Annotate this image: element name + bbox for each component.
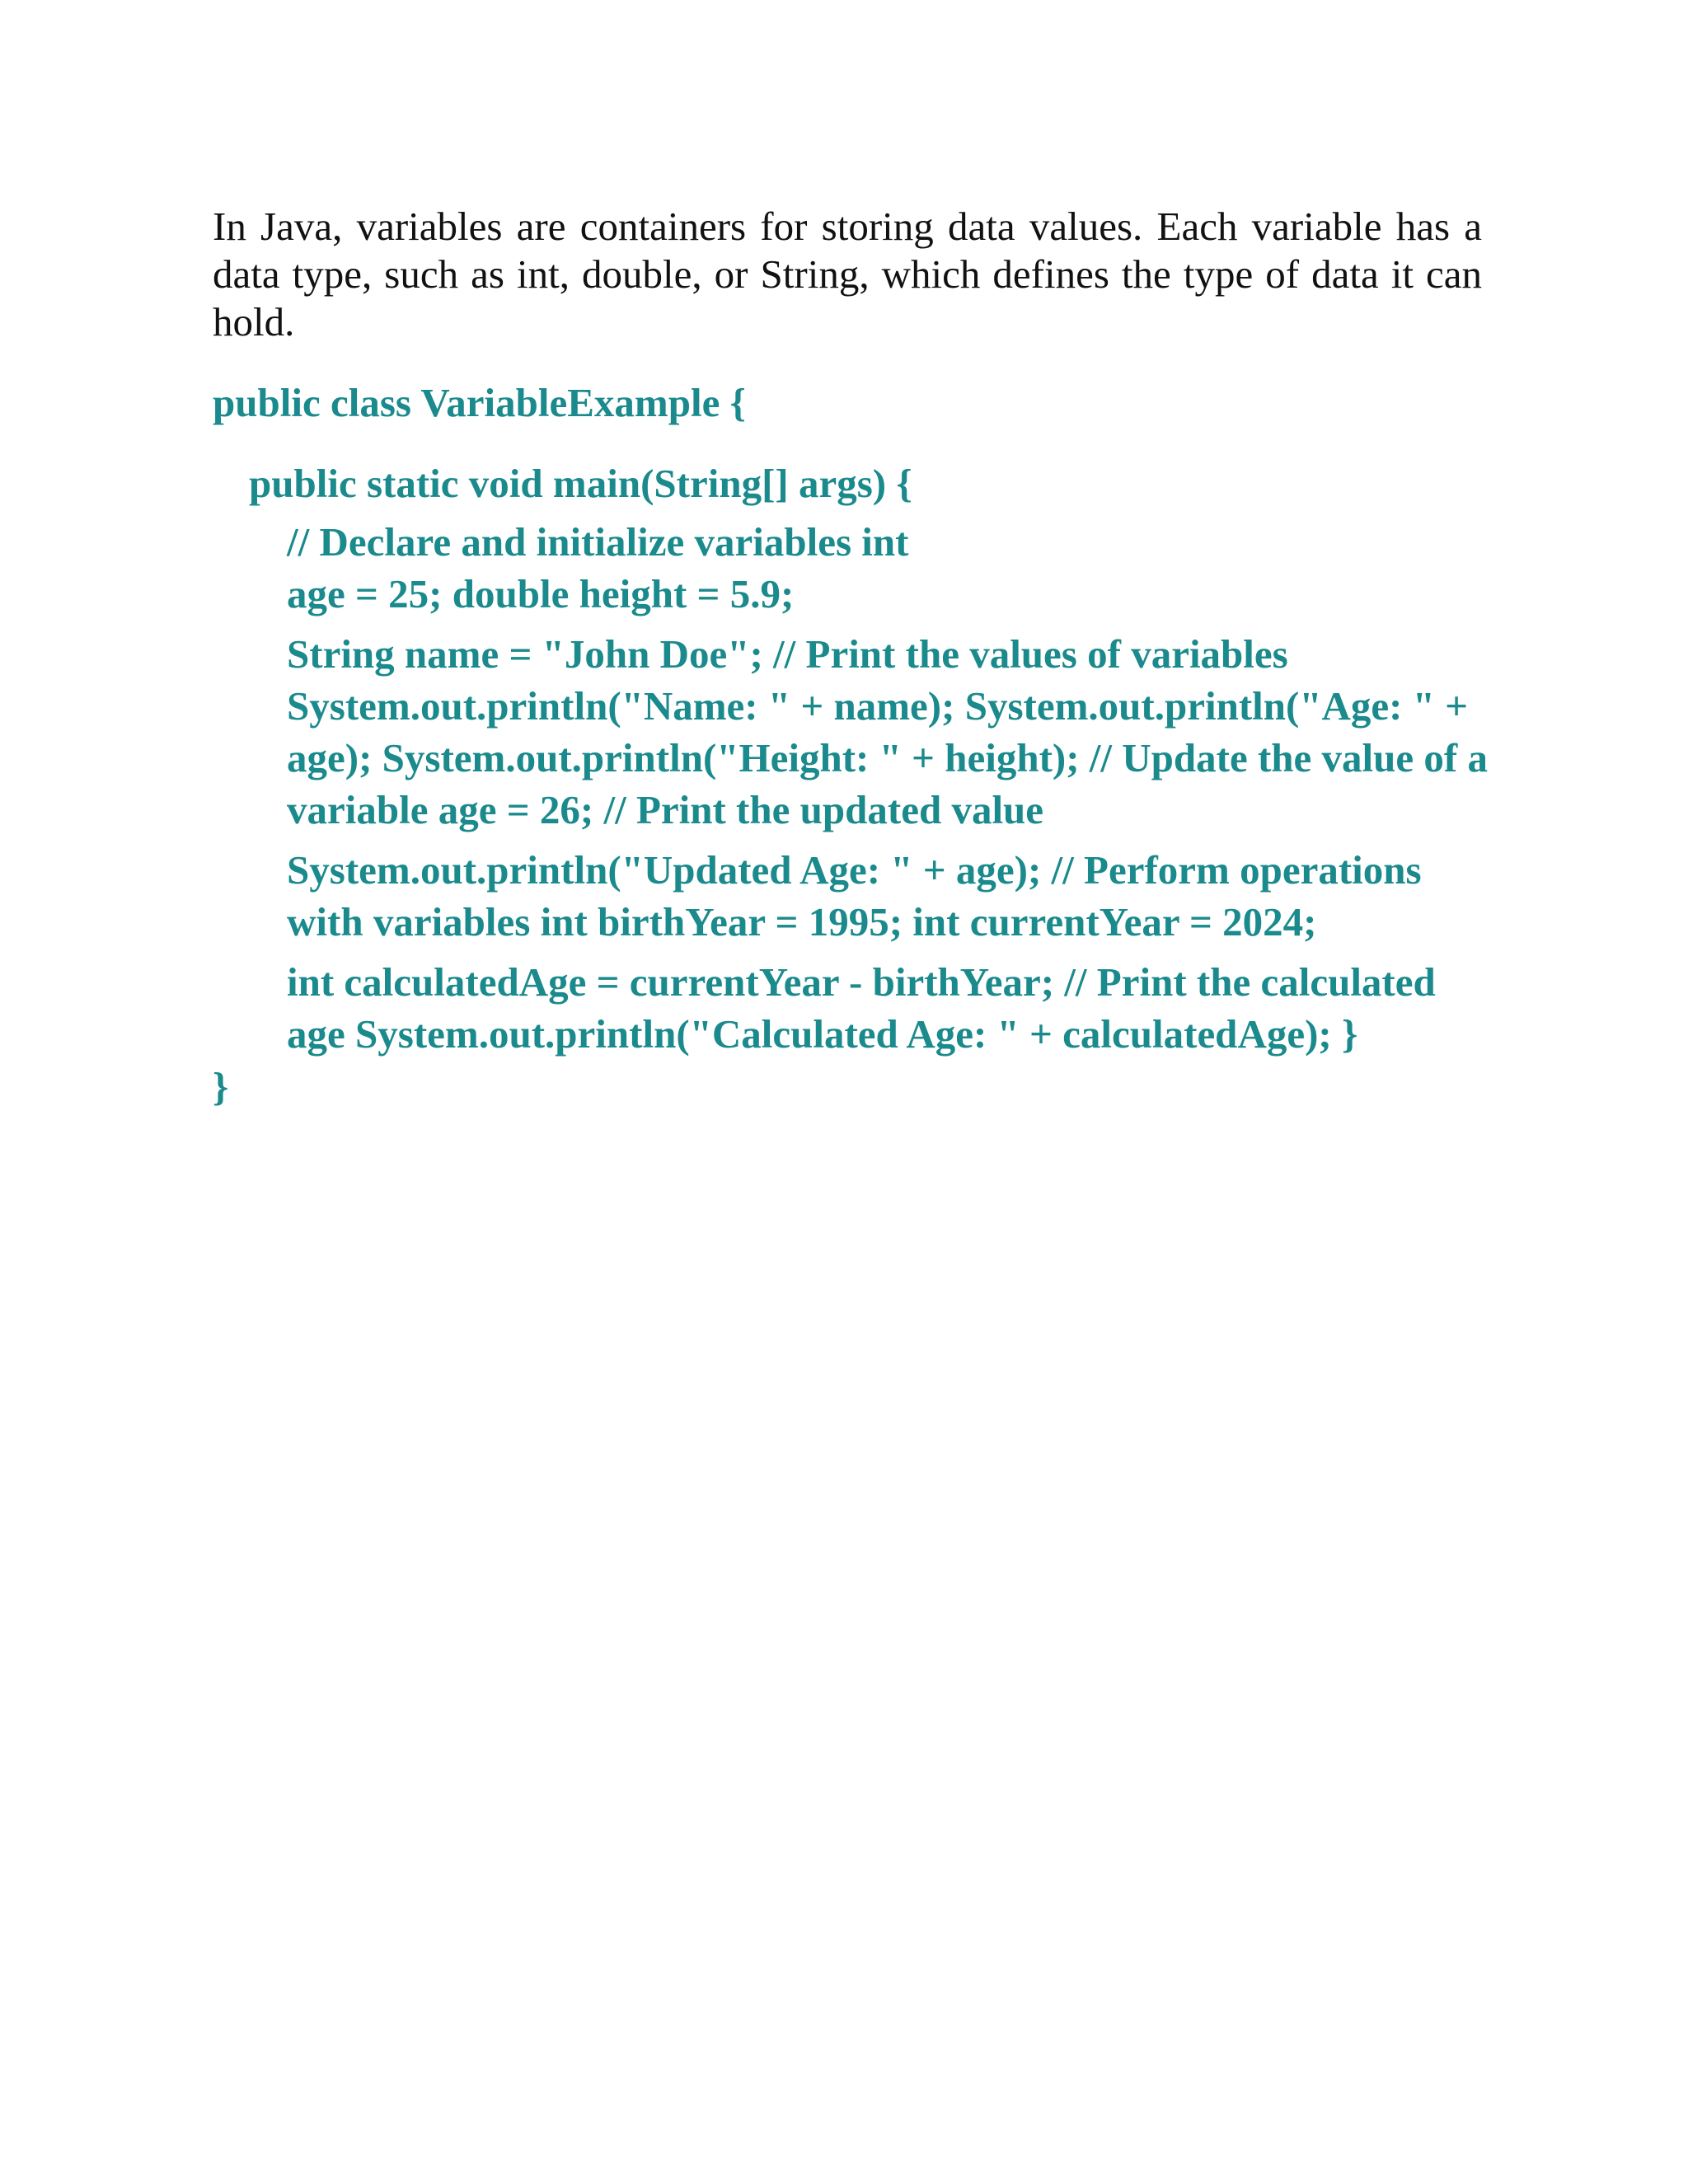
code-line-print-values: String name = "John Doe"; // Print the values of variables System.out.println("Name: " + name); System.out.println("Age: " + age); System.out.println("Height: " + height); // Update the value of a variable age = 26; // Print the updated value — [287, 631, 1488, 832]
intro-paragraph: In Java, variables are containers for storing data values. Each variable has a data type, such as int, double, or String, which defines the type of data it can hold. — [213, 204, 1482, 344]
code-line-calculated-age: int calculatedAge = currentYear - birthYear; // Print the calculated age System.out.println("Calculated Age: " + calculatedAge); } — [287, 959, 1436, 1057]
code-line-age-height: age = 25; double height = 5.9; — [287, 571, 795, 616]
code-main-method-declaration: public static void main(String[] args) { — [249, 461, 912, 506]
code-closing-brace: } — [213, 1064, 229, 1109]
code-line-updated-age: System.out.println("Updated Age: " + age); // Perform operations with variables int birthYear = 1995; int currentYear = 2024; — [287, 847, 1422, 944]
code-comment-declare: // Declare and initialize variables int — [287, 519, 909, 565]
code-class-declaration: public class VariableExample { — [213, 380, 746, 425]
code-method-body — [287, 516, 1498, 1068]
